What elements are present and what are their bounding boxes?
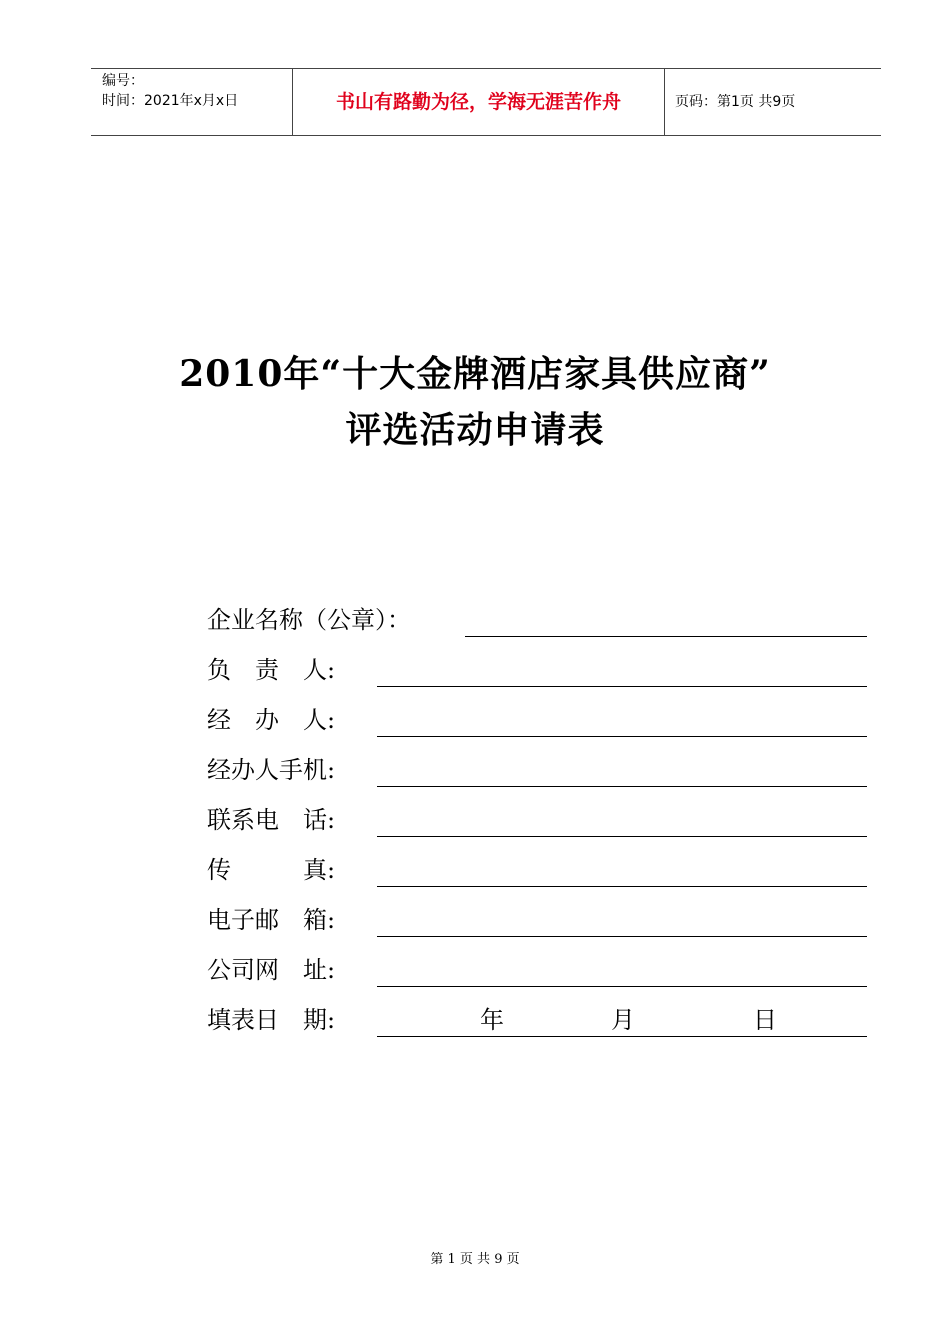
phone-label: 联系电 话:	[207, 806, 336, 834]
header-page-info: 页码：第1页 共9页	[675, 94, 796, 110]
header-meta	[91, 69, 293, 135]
document-number-label: 编号：	[102, 73, 144, 89]
handler-mobile-field[interactable]	[377, 786, 867, 787]
email-field[interactable]	[377, 936, 867, 937]
company-name-field[interactable]	[465, 636, 867, 637]
fill-date-label: 填表日 期:	[207, 1006, 336, 1034]
website-field[interactable]	[377, 986, 867, 987]
page-header	[91, 68, 881, 136]
header-motto: 书山有路勤为径，学海无涯苦作舟	[293, 69, 665, 135]
responsible-person-label: 负 责 人:	[207, 656, 336, 684]
handler-mobile-label: 经办人手机:	[207, 756, 336, 784]
fax-field[interactable]	[377, 886, 867, 887]
handler-field[interactable]	[377, 736, 867, 737]
website-label: 公司网 址:	[207, 956, 336, 984]
phone-field[interactable]	[377, 836, 867, 837]
handler-label: 经 办 人:	[207, 706, 336, 734]
date-day-label: 日	[753, 1006, 777, 1034]
responsible-person-field[interactable]	[377, 686, 867, 687]
page-footer: 第 1 页 共 9 页	[430, 1252, 520, 1267]
company-name-label: 企业名称（公章）：	[207, 606, 411, 634]
date-month-label: 月	[611, 1006, 635, 1034]
document-time-label: 时间：2021年x月x日	[102, 93, 239, 109]
document-title-line-2: 评选活动申请表	[345, 409, 605, 451]
email-label: 电子邮 箱:	[207, 906, 336, 934]
document-title-line-1: 2010年“十大金牌酒店家具供应商”	[179, 353, 771, 395]
fax-label: 传 真:	[207, 856, 336, 884]
date-year-label: 年	[480, 1006, 504, 1034]
